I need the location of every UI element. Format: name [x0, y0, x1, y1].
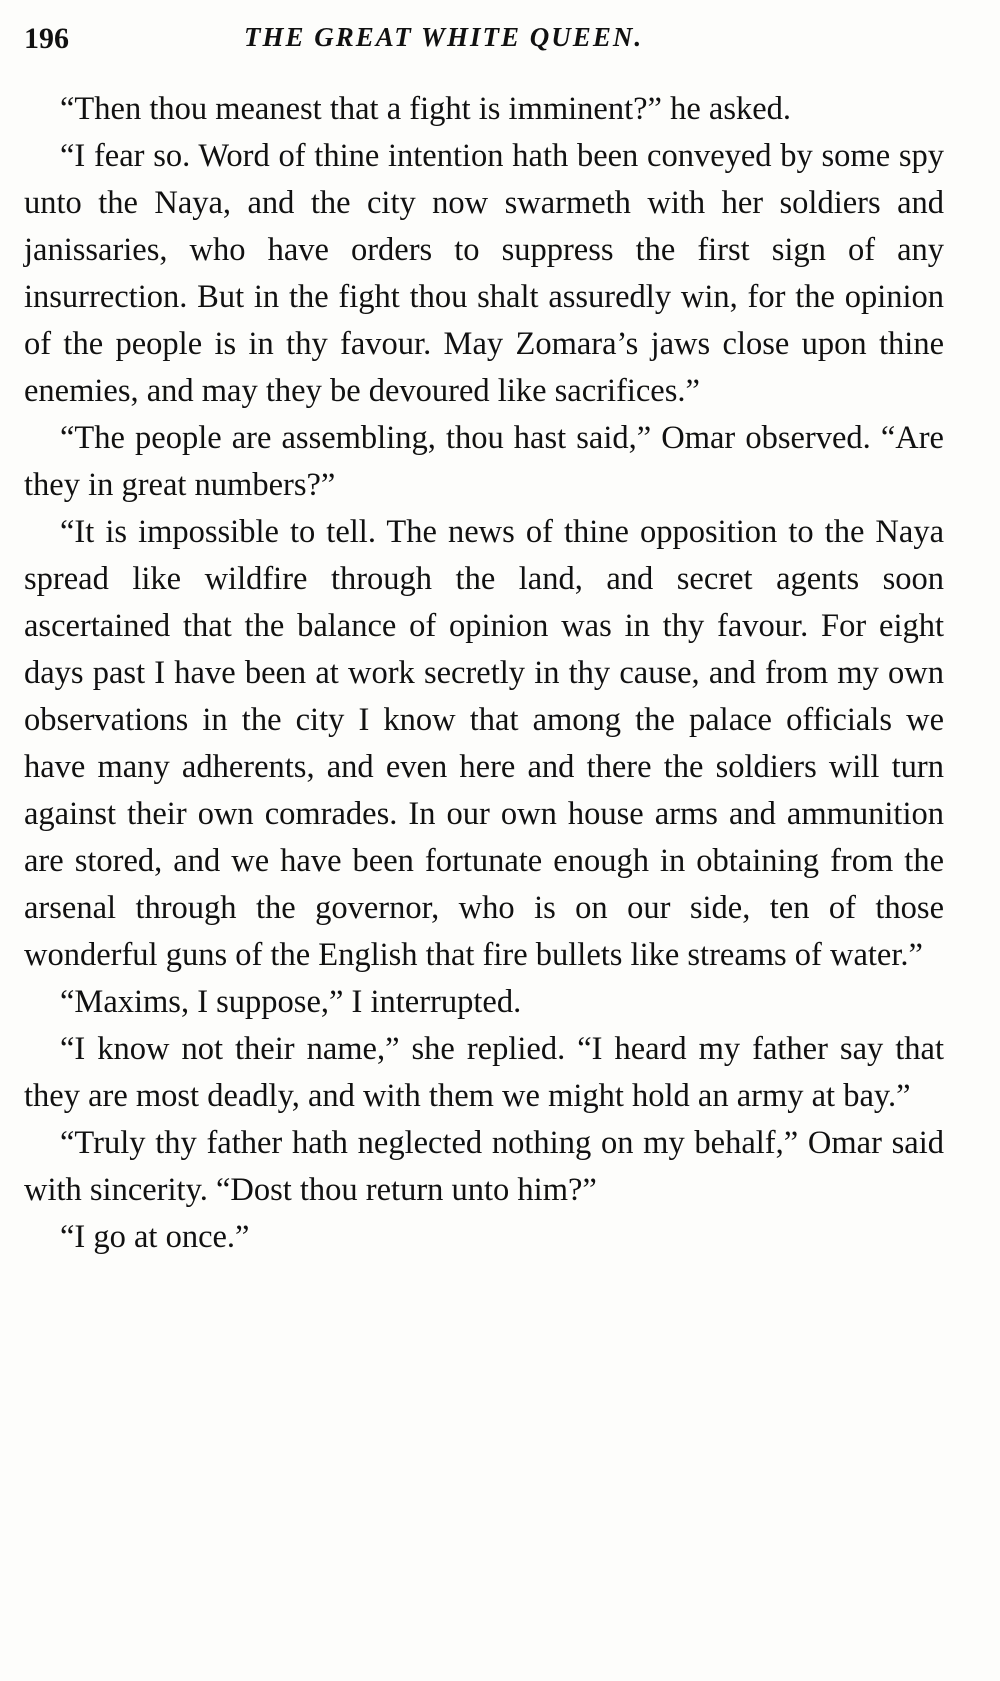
paragraph: “Truly thy father hath neglected nothing on my behalf,” Omar said with sincerity. “Dost thou return unto him?” [24, 1125, 944, 1208]
paragraph: “The people are assembling, thou hast said,” Omar observed. “Are they in great numbers?” [24, 420, 944, 503]
body-text [24, 86, 944, 1261]
page-number: 196 [24, 22, 69, 55]
paragraph: “Maxims, I suppose,” I interrupted. [60, 984, 522, 1020]
running-head [24, 18, 944, 62]
paragraph: “I go at once.” [60, 1219, 250, 1255]
paragraph: “Then thou meanest that a fight is imminent?” he asked. [60, 91, 792, 127]
paragraph: “I fear so. Word of thine intention hath been conveyed by some spy unto the Naya, and the city now swarmeth with her soldiers and janissaries, who have orders to suppress the first sign of any insurrection. But in the fight thou shalt assuredly win, for the opinion of the people is in thy favour. May Zomara’s jaws close upon thine enemies, and may they be devoured like sacrifices.” [24, 138, 944, 409]
paragraph: “I know not their name,” she replied. “I heard my father say that they are most deadly, and with them we might hold an army at bay.” [24, 1031, 944, 1114]
running-title: THE GREAT WHITE QUEEN. [244, 22, 644, 52]
paragraph: “It is impossible to tell. The news of thine opposition to the Naya spread like wildfire through the land, and secret agents soon ascertained that the balance of opinion was in thy favour. For eight days past I have been at work secretly in thy cause, and from my own observations in the city I know that among the palace officials we have many adherents, and even here and there the soldiers will turn against their own comrades. In our own house arms and ammunition are stored, and we have been fortunate enough in obtaining from the arsenal through the governor, who is on our side, ten of those wonderful guns of the English that fire bullets like streams of water.” [24, 514, 944, 973]
